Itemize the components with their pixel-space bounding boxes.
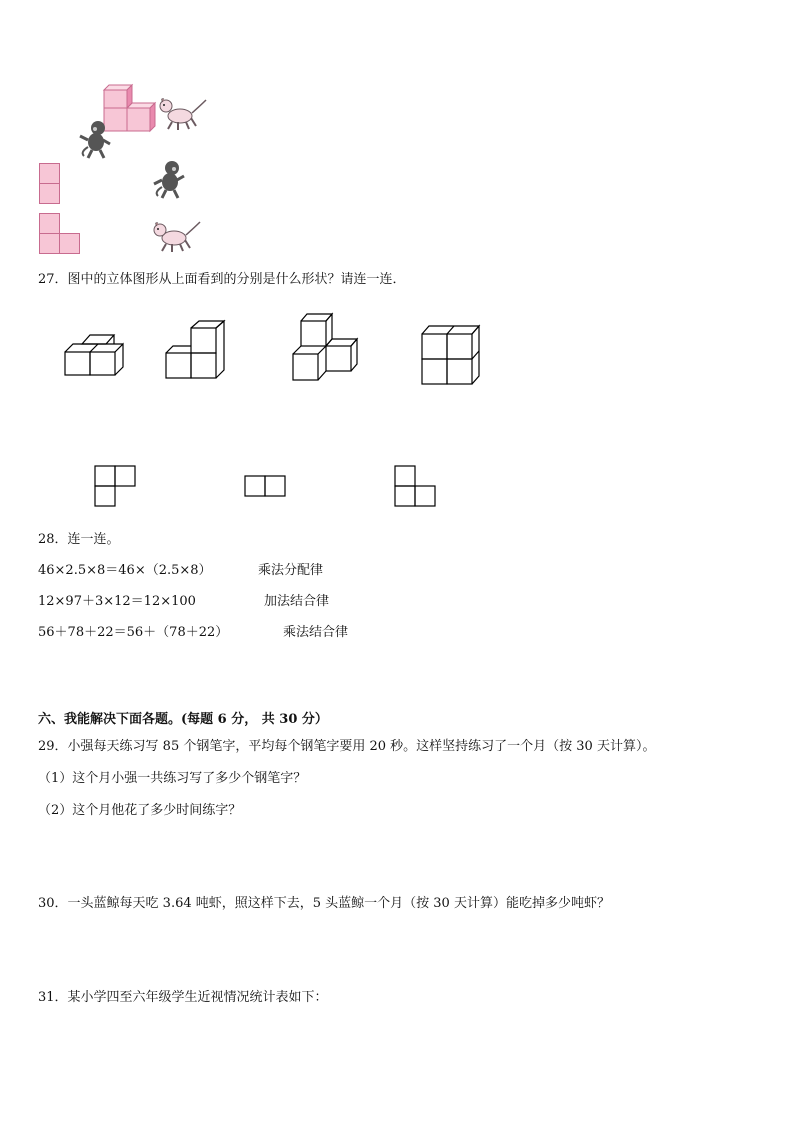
q28-expression-1: 46×2.5×8＝46×（2.5×8） [38,563,212,578]
top-view-shape-1 [94,465,136,507]
question-29-sub-2: （2）这个月他花了多少时间练字？ [38,803,242,818]
top-view-shape-2 [244,475,286,497]
q28-expression-2: 12×97＋3×12＝12×100 [38,594,196,609]
question-27-text: 27．图中的立体图形从上面看到的分别是什么形状？请连一连． [38,272,406,287]
question-28-text: 28．连一连。 [38,532,120,547]
q28-law-2[interactable]: 加法结合律 [264,594,330,609]
section-6-heading: 六、我能解决下面各题。(每题 6 分， 共 30 分） [38,712,328,727]
solid-figure-2 [165,320,227,380]
q28-law-1[interactable]: 乘法分配律 [258,563,324,578]
q28-expression-3: 56＋78＋22＝56＋（78＋22） [38,625,229,640]
question-29-text: 29．小强每天练习写 85 个钢笔字，平均每个钢笔字要用 20 秒。这样坚持练习了一个月（按 30 天计算）。 [38,739,656,754]
dog-icon [152,218,202,254]
solid-figure-3 [291,313,361,383]
monkey-icon [152,160,188,200]
monkey-icon [78,120,114,160]
solid-figure-1 [64,332,126,377]
dog-icon [158,96,208,132]
question-31-text: 31．某小学四至六年级学生近视情况统计表如下： [38,990,328,1005]
pink-view-l-shape [39,213,83,255]
q28-law-3[interactable]: 乘法结合律 [283,625,349,640]
question-30-text: 30．一头蓝鲸每天吃 3.64 吨虾，照这样下去，5 头蓝鲸一个月（按 30 天计算）能吃掉多少吨虾？ [38,896,610,911]
top-view-shape-3 [394,465,436,507]
pink-view-two-squares-vertical [39,163,61,205]
solid-figure-4 [421,325,483,387]
question-29-sub-1: （1）这个月小强一共练习写了多少个钢笔字？ [38,771,307,786]
